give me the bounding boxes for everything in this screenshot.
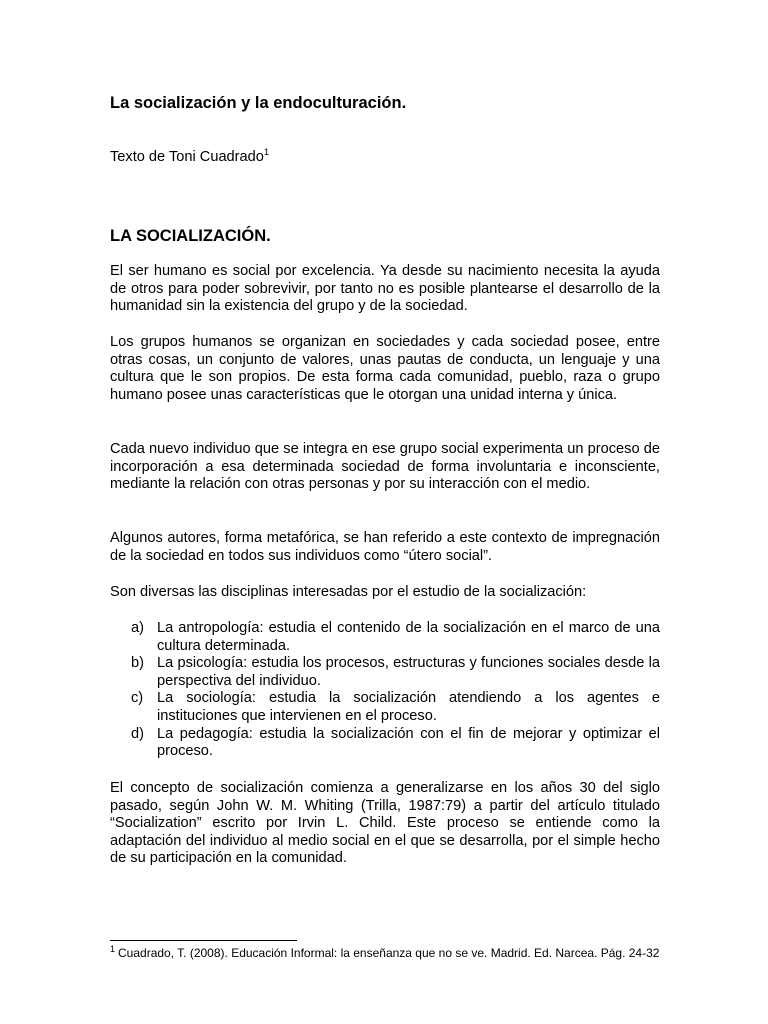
list-item-text: La antropología: estudia el contenido de la socialización en el marco de una cultura determinada. (157, 620, 660, 654)
footnote-number: 1 (110, 944, 116, 954)
author-text: Texto de Toni Cuadrado (110, 149, 264, 165)
list-item (110, 655, 660, 690)
list-item (110, 620, 660, 655)
list-item-marker: b) (131, 655, 144, 672)
paragraph-3: Cada nuevo individuo que se integra en ese grupo social experimenta un proceso de incorporación a esa determinada sociedad de forma involuntaria e inconsciente, mediante la relación con otras personas y por su interacción con el medio. (110, 441, 660, 493)
list-item (110, 726, 660, 761)
author-line (110, 148, 269, 166)
paragraph-4: Algunos autores, forma metafórica, se han referido a este contexto de impregnación de la sociedad en todos sus individuos como “útero social”. (110, 530, 660, 564)
list-item-marker: a) (131, 620, 144, 636)
paragraph-5: Son diversas las disciplinas interesadas por el estudio de la socialización: (110, 584, 587, 600)
disciplines-list (110, 620, 660, 761)
footnote-divider (110, 940, 297, 941)
list-item (110, 690, 660, 725)
footnote-text: Cuadrado, T. (2008). Educación Informal: la enseñanza que no se ve. Madrid. Ed. Narcea. Pág. 24-32 (118, 946, 660, 960)
paragraph-6: El concepto de socialización comienza a generalizarse en los años 30 del siglo pasado, según John W. M. Whiting (Trilla, 1987:79) a partir del artículo titulado “Socialization” escrito por Irvin L. Child. Este proceso se entiende como la adaptación del individuo al medio social en el que se desarrolla, por el simple hecho de su participación en la comunidad. (110, 780, 660, 867)
list-item-text: La pedagogía: estudia la socialización con el fin de mejorar y optimizar el proceso. (157, 725, 660, 760)
paragraph-2: Los grupos humanos se organizan en sociedades y cada sociedad posee, entre otras cosas, un conjunto de valores, unas pautas de conducta, un lenguaje y una cultura que le son propios. De esta forma cada comunidad, pueblo, raza o grupo humano posee unas características que le otorgan una unidad interna y única. (110, 334, 660, 403)
section-heading: LA SOCIALIZACIÓN. (110, 227, 271, 245)
list-item-text: La sociología: estudia la socialización atendiendo a los agentes e instituciones que intervienen en el proceso. (157, 690, 660, 724)
list-item-marker: d) (131, 725, 144, 742)
footnote (110, 945, 660, 962)
paragraph-1: El ser humano es social por excelencia. Ya desde su nacimiento necesita la ayuda de otros para poder sobrevivir, por tanto no es posible plantearse el desarrollo de la humanidad sin la existencia del grupo y de la sociedad. (110, 263, 660, 315)
document-title: La socialización y la endoculturación. (110, 94, 407, 112)
list-item-marker: c) (131, 690, 144, 707)
footnote-reference[interactable]: 1 (263, 147, 270, 158)
list-item-text: La psicología: estudia los procesos, estructuras y funciones sociales desde la perspectiva del individuo. (157, 655, 660, 689)
